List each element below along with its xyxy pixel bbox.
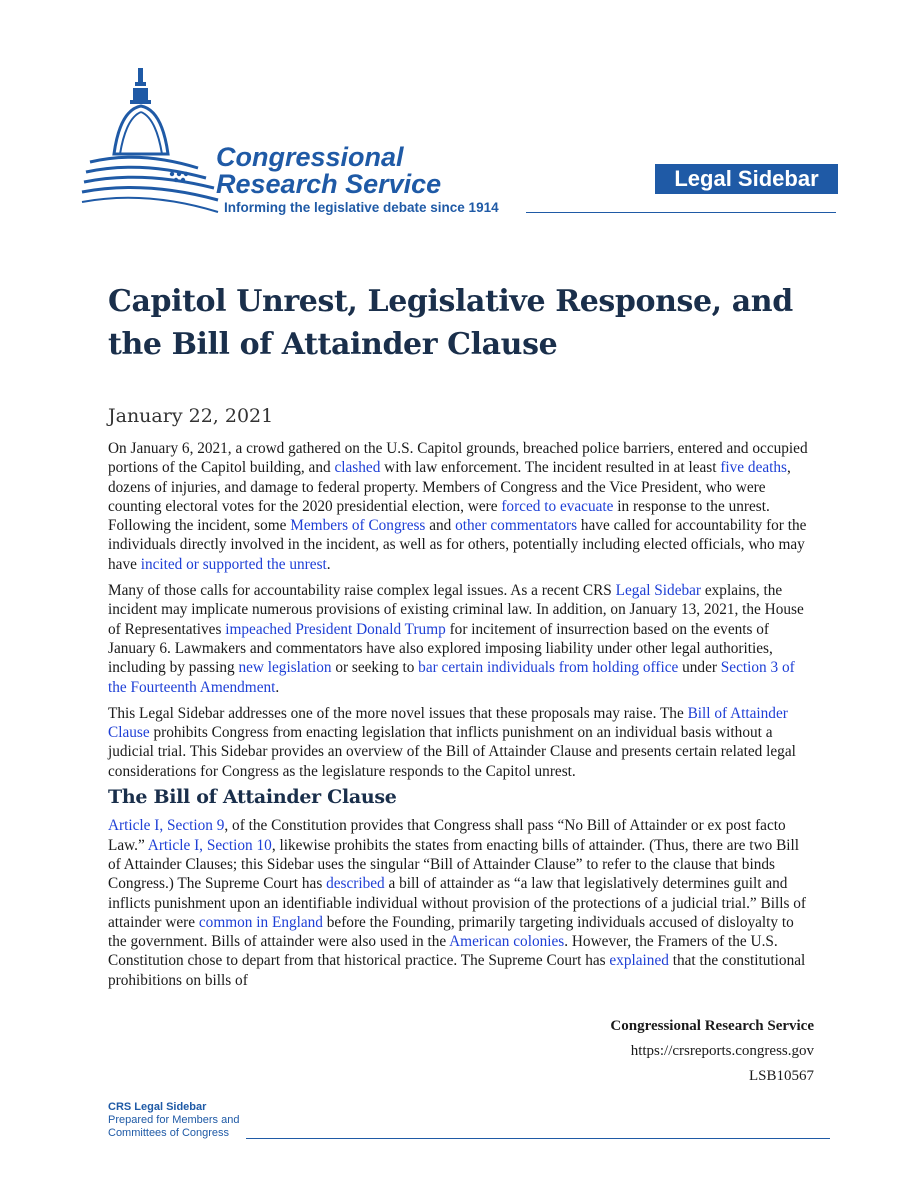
footer-org: Congressional Research Service [610, 1018, 814, 1034]
link-clashed[interactable]: clashed [334, 459, 381, 477]
link-article-1-section-10[interactable]: Article I, Section 10 [147, 836, 272, 854]
text-run: , likewise prohibits the states from enacting bills of attainder. (Thus, there are two Bill of Attainder Clauses; this Sidebar uses the singular “Bill of Attainder Clause” to refer to the clause that binds Congress.) The Supreme Court has [108, 836, 800, 893]
footer-report-id: LSB10567 [748, 1068, 814, 1084]
org-name [216, 144, 441, 198]
text-run: . [275, 678, 280, 696]
link-bar-certain-individuals[interactable]: bar certain individuals from holding office [418, 659, 679, 677]
link-american-colonies[interactable]: American colonies [449, 933, 565, 951]
header-rule [526, 212, 836, 213]
paragraph-1 [108, 439, 814, 574]
paragraph-4 [108, 816, 814, 990]
capitol-dome-icon [80, 66, 220, 220]
footer-series [108, 1101, 239, 1140]
text-run: Many of those calls for accountability raise complex legal issues. As a recent CRS [108, 582, 616, 600]
link-impeached-president[interactable]: impeached President Donald Trump [225, 620, 446, 638]
text-run: for incitement of insurrection based on the events of January 6. Lawmakers and commentators have also explored imposing liability under other legal authorities, including by passing [108, 620, 773, 677]
text-run: have called for accountability for the individuals directly involved in the incident, as well as for others, potentially including elected officials, who may have [108, 517, 807, 573]
text-run: On January 6, 2021, a crowd gathered on the U.S. Capitol grounds, breached police barriers, entered and occupied portions of the Capitol building, and [108, 440, 808, 477]
crs-logo [80, 66, 540, 220]
link-described[interactable]: described [326, 875, 385, 893]
document-title: Capitol Unrest, Legislative Response, and the Bill of Attainder Clause [108, 284, 793, 362]
footer-citation [610, 1014, 814, 1089]
link-forced-to-evacuate[interactable]: forced to evacuate [501, 497, 614, 515]
link-section-3-fourteenth[interactable]: Section 3 of the Fourteenth Amendment [108, 659, 795, 696]
link-bill-of-attainder-clause[interactable]: Bill of Attainder Clause [108, 704, 788, 742]
link-legal-sidebar[interactable]: Legal Sidebar [615, 582, 702, 600]
text-run: . However, the Framers of the U.S. Constitution chose to depart from that historical practice. The Supreme Court has [108, 933, 778, 970]
text-run: that the constitutional prohibitions on bills of [108, 952, 806, 989]
link-explained[interactable]: explained [609, 952, 669, 970]
text-run: a bill of attainder as “a law that legislatively determines guilt and inflicts punishment upon an identifiable individual without provision of the protections of a judicial trial.” Bills of attainder were [108, 875, 807, 931]
paragraph-3 [108, 704, 814, 781]
text-run: explains, the incident may implicate numerous provisions of existing criminal law. In addition, on January 13, 2021, the House of Representatives [108, 582, 804, 638]
legal-sidebar-badge: Legal Sidebar [655, 164, 838, 194]
link-common-in-england[interactable]: common in England [198, 913, 323, 931]
link-members-of-congress[interactable]: Members of Congress [290, 517, 426, 535]
section-heading: The Bill of Attainder Clause [108, 786, 397, 809]
footer-rule [246, 1138, 830, 1139]
footer-series-line2: Committees of Congress [108, 1127, 230, 1139]
footer-series-title: CRS Legal Sidebar [108, 1101, 207, 1113]
text-run: before the Founding, primarily targeting individuals accused of disloyalty to the government. Bills of attainder were also used in the [108, 913, 794, 951]
text-run: or seeking to [331, 659, 419, 677]
tagline: Informing the legislative debate since 1914 [224, 200, 499, 215]
link-article-1-section-9[interactable]: Article I, Section 9 [108, 817, 225, 835]
link-new-legislation[interactable]: new legislation [238, 659, 332, 677]
publication-date: January 22, 2021 [108, 405, 274, 427]
text-run: in response to the unrest. Following the incident, some [108, 497, 770, 535]
link-other-commentators[interactable]: other commentators [455, 517, 578, 535]
footer-url[interactable]: https://crsreports.congress.gov [630, 1043, 814, 1059]
text-run: with law enforcement. The incident resulted in at least [380, 459, 721, 477]
text-run: , of the Constitution provides that Congress shall pass “No Bill of Attainder or ex post facto Law.” [108, 817, 786, 854]
text-run: under [678, 659, 721, 677]
org-name-line1: Congressional [216, 142, 404, 172]
footer-series-line1: Prepared for Members and [108, 1114, 240, 1126]
text-run: prohibits Congress from enacting legislation that inflicts punishment on an individual basis without a judicial trial. This Sidebar provides an overview of the Bill of Attainder Clause and presents certain related legal considerations for Congress as the legislature responds to the Capitol unrest. [108, 724, 796, 780]
link-five-deaths[interactable]: five deaths [720, 459, 787, 477]
link-incited-or-supported[interactable]: incited or supported the unrest [140, 555, 327, 573]
text-run: This Legal Sidebar addresses one of the more novel issues that these proposals may raise. The [108, 704, 688, 722]
paragraph-2 [108, 581, 814, 697]
text-run: and [425, 517, 456, 535]
text-run: . [326, 555, 331, 573]
org-name-line2: Research Service [216, 169, 442, 199]
document-body [108, 439, 814, 997]
text-run: , dozens of injuries, and damage to federal property. Members of Congress and the Vice President, who were counting electoral votes for the 2020 presidential election, were [108, 459, 791, 515]
